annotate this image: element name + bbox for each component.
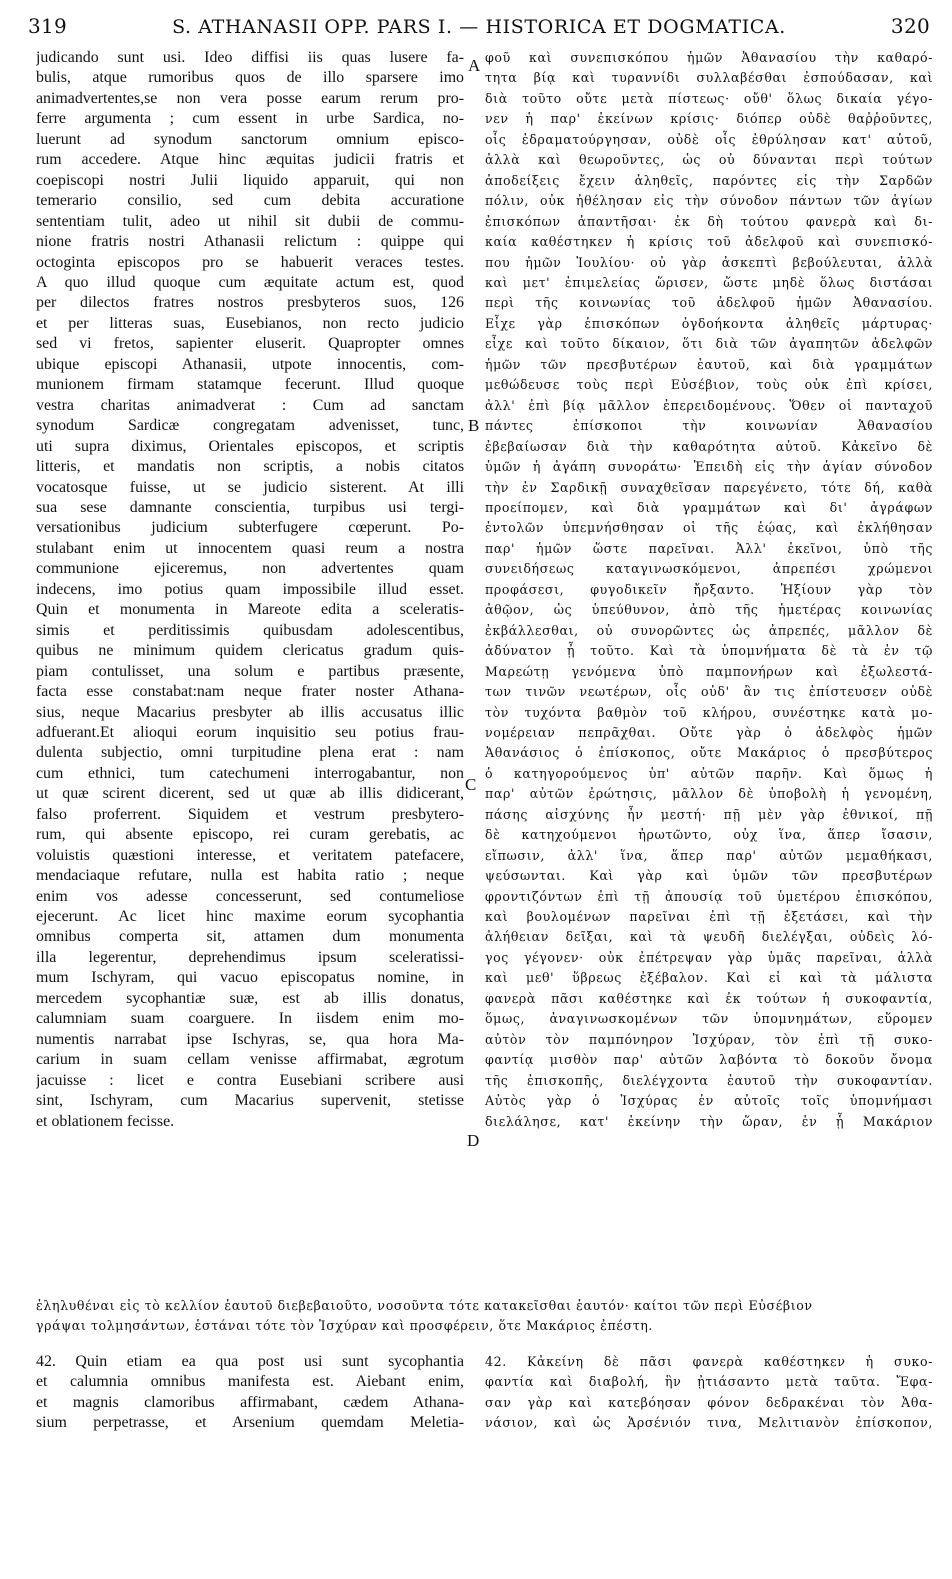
text-line: ὁ κατηγορούμενος ὑπ' αὐτῶν παρῆν. Καὶ ὅμως ἡ bbox=[485, 765, 933, 781]
text-line: διὰ τοῦτο οὔτε μετὰ πίστεως· οὔθ' ὅλως δικαία γέγο- bbox=[485, 90, 933, 106]
text-line: 42. Quin etiam ea qua post usi sunt sycophantia bbox=[36, 1353, 464, 1370]
text-line: πάσης αἰσχύνης ἦν μεστή· πῇ μὲν γὰρ ἐθνικοί, πῇ bbox=[485, 806, 933, 822]
text-line: dulenta subjectio, omni turpitudine plena erat : nam bbox=[36, 744, 464, 762]
text-line: ψεύσωνται. Καὶ γὰρ καὶ ὑμῶν τῶν πρεσβυτέρων bbox=[485, 868, 933, 884]
text-line: ἐκβάλλεσθαι, οὐ συνορῶντες ὡς ἀπρεπές, μᾶλλον δὲ bbox=[485, 622, 933, 638]
text-line: φαντία καὶ διαβολή, ἣν ᾐτιάσαντο μετὰ ταῦτα. Ἔφα- bbox=[485, 1374, 933, 1390]
text-line: sua sese damnante conscientia, turpibus usi tergi- bbox=[36, 498, 464, 516]
text-line: per dilectos fratres nostros presbyteros suos, 126 bbox=[36, 294, 464, 312]
text-line: sententiam tulit, adeo ut nihil sit dubii de commu- bbox=[36, 212, 464, 230]
page-number-right: 320 bbox=[890, 14, 930, 38]
text-line: ἐπισκόπων ἀπαντῆσαι· ἐκ δὴ τούτου φανερὰ καὶ δι- bbox=[485, 213, 933, 229]
text-line: judicando sunt usi. Ideo diffisi iis quas lusere fa- bbox=[36, 49, 464, 66]
text-line: ut quæ scirent dicerent, sed ut quæ ab illis didicerant, bbox=[36, 785, 464, 803]
text-line: γος γέγονεν· οὐκ ἐπέτρεψαν γὰρ ὑμᾶς παρεῖναι, ἀλλὰ bbox=[485, 949, 933, 965]
text-line: temerario consilio, sed cum debita accuratione bbox=[36, 192, 464, 210]
text-line: nione fratris nostri Athanasii relictum : quippe qui bbox=[36, 233, 464, 251]
text-line: synodum Sardicæ congregatam advenisset, tunc, bbox=[36, 417, 464, 435]
text-line: sium perpetrasse, et Arsenium quemdam Meletia- bbox=[36, 1414, 464, 1432]
text-line: versationibus judicium subterfugere cœperunt. Po- bbox=[36, 519, 464, 537]
text-line: uti supra diximus, Orientales episcopos, et scriptis bbox=[36, 437, 464, 455]
text-line: munionem firmam statamque fecerunt. Illud quoque bbox=[36, 376, 464, 394]
text-line: ἀλλ' ἐπὶ βίᾳ μᾶλλον ἐπερειδομένους. Ὅθεν οἱ πανταχοῦ bbox=[485, 397, 933, 413]
text-line: φροντιζόντων ἐπὶ τῇ ἀπουσίᾳ τοῦ ὑμετέρου ἐπισκόπου, bbox=[485, 888, 933, 904]
text-line: συνειδήσεως καταγινωσκόμενοι, ἀπρεπέσι χρώμενοι bbox=[485, 561, 933, 577]
text-line: περὶ τῆς κοινωνίας τοῦ ἀδελφοῦ ἡμῶν Ἀθανασίου. bbox=[485, 295, 933, 311]
text-line: numentis narrabat ipse Ischyras, se, qua hora Ma- bbox=[36, 1030, 464, 1048]
running-title: S. ATHANASII OPP. PARS I. — HISTORICA ET DOGMATICA. bbox=[172, 16, 786, 38]
text-line: sed vi fretos, sapienter eluserit. Quapropter omnes bbox=[36, 335, 464, 353]
text-line: φαντίᾳ μισθὸν παρ' αὐτῶν λαβόντα τὸ δοκοῦν ὄνομα bbox=[485, 1052, 933, 1068]
text-line: καὶ βουλομένων παρεῖναι ἐπὶ τῇ ἐξετάσει, καὶ τὴν bbox=[485, 909, 933, 925]
text-line: διελάλησε, κατ' ἐκείνην τὴν ὥραν, ἐν ᾗ Μακάριον bbox=[485, 1113, 933, 1129]
text-line: εἶχε καὶ τοῦτο δίκαιον, ὅτι διὰ τῶν ἀγαπητῶν ἀδελφῶν bbox=[485, 336, 933, 352]
text-line: νεν ἡ παρ' ἐκείνων κρίσις· διόπερ οὐδὲ θαῤῥοῦντες, bbox=[485, 111, 933, 127]
section-42-greek bbox=[485, 1352, 933, 1434]
text-line: et calumnia omnibus manifesta est. Aiebant enim, bbox=[36, 1373, 464, 1391]
text-line: ἀθῷον, ὡς ὑπεύθυνον, ἀπὸ τῆς ἡμετέρας κοινωνίας bbox=[485, 602, 933, 618]
text-line: δὲ κατηχούμενοι ἠρωτῶντο, οὐχ ἵνα, ἅπερ ἴσασιν, bbox=[485, 827, 933, 843]
text-line: πόλιν, οὐκ ἠθέλησαν εἰς τὴν σύνοδον πάντων τῶν ἁγίων bbox=[485, 193, 933, 209]
text-line: νομέρειαν πεπρᾶχθαι. Οὔτε γὰρ ὁ ἀδελφὸς ἡμῶν bbox=[485, 724, 933, 740]
page-number-left: 319 bbox=[28, 14, 68, 38]
text-line: calumniam suam coarguere. In iisdem enim mo- bbox=[36, 1010, 464, 1028]
text-line: ἀδύνατον ᾖ τοῦτο. Καὶ τὰ ὑπομνήματα δὲ τὰ ἐν τῷ bbox=[485, 643, 933, 659]
latin-column bbox=[36, 48, 464, 1132]
text-line: των τινῶν νεωτέρων, οἷς οὐδ' ἂν τις ἐπίστευσεν οὐδὲ bbox=[485, 684, 933, 700]
text-line: ἐληλυθέναι εἰς τὸ κελλίον ἑαυτοῦ διεβεβαιοῦτο, νοσοῦντα τότε κατακεῖσθαι ἑαυτόν· καίτοι τῶν περὶ Εὐσέβιον bbox=[36, 1298, 813, 1313]
text-line: carium in suam cellam venisse affirmabat, ægrotum bbox=[36, 1051, 464, 1069]
text-line: stulabant enim ut innocentem quasi reum a nostra bbox=[36, 539, 464, 557]
margin-letter-b: B bbox=[468, 416, 480, 435]
text-line: rum, qui absente episcopo, rei curam gerebatis, ac bbox=[36, 826, 464, 844]
text-line: vestra charitas animadverat : Cum ad sanctam bbox=[36, 396, 464, 414]
text-line: simis et perditissimis quibusdam adolescentibus, bbox=[36, 621, 464, 639]
text-line: vocatosque fuisse, ut se judicio sisterent. At illi bbox=[36, 478, 464, 496]
text-line: mercedem sycophantiæ suæ, est ab illis donatus, bbox=[36, 989, 464, 1007]
text-line: ἐβεβαίωσαν διὰ τὴν καθαρότητα αὐτοῦ. Κἀκεῖνο δὲ bbox=[485, 438, 933, 454]
text-line: A quo illud quoque cum æquitate actum est, quod bbox=[36, 273, 464, 291]
text-line: μεθώδευσε τοὺς περὶ Εὐσέβιον, τοὺς οὐκ ἐπὶ κρίσει, bbox=[485, 377, 933, 393]
text-line: enim vos adesse concesserunt, sed contumeliose bbox=[36, 887, 464, 905]
text-line: Ἀθανάσιος ὁ ἐπίσκοπος, οὔτε Μακάριος ὁ πρεσβύτερος bbox=[485, 745, 933, 761]
text-line: καία καθέστηκεν ἡ κρίσις τοῦ ἀδελφοῦ καὶ συνεπισκό- bbox=[485, 234, 933, 250]
text-line: octoginta episcopos pro se habuerit veraces testes. bbox=[36, 253, 464, 271]
text-line: εἴπωσιν, ἀλλ' ἵνα, ἅπερ παρ' αὐτῶν μεμαθήκασι, bbox=[485, 847, 933, 863]
text-line: ἀποδείξεις ἔχειν ἀληθεῖς, παρόντες εἰς τὴν Σαρδῶν bbox=[485, 172, 933, 188]
text-line: omnibus comperta sit, attamen dum monumenta bbox=[36, 928, 464, 946]
greek-column bbox=[485, 48, 933, 1132]
text-line: Αὐτὸς γὰρ ὁ Ἰσχύρας ἐν αὐτοῖς τοῖς ὑπομνήμασι bbox=[485, 1093, 933, 1109]
text-line: illa legerentur, deprehendimus ipsum sceleratissi- bbox=[36, 948, 464, 966]
text-line: προείπομεν, καὶ διὰ γραμμάτων καὶ δι' ἀγράφων bbox=[485, 499, 933, 515]
text-line: αὐτὸν τὸν παμπόνηρον Ἰσχύραν, τὸν ἐπὶ τῇ συκο- bbox=[485, 1031, 933, 1047]
text-line: facta esse constabat:nam neque frater noster Athana- bbox=[36, 683, 464, 701]
text-line: ἀλήθειαν δεῖξαι, καὶ τὰ ψευδῆ διελέγξαι, οὐδεὶς λό- bbox=[485, 929, 933, 945]
text-line: sint, Ischyram, cum Macarius supervenit, stetisse bbox=[36, 1092, 464, 1110]
text-line: bulis, atque rumoribus quos de illo sparsere imo bbox=[36, 69, 464, 87]
text-line: Quin et monumenta in Mareote edita a sceleratis- bbox=[36, 601, 464, 619]
text-line: πάντες ἐπίσκοποι τὴν κοινωνίαν Ἀθανασίου bbox=[485, 418, 933, 434]
text-line: παρ' ἡμῶν ὥστε παρεῖναι. Ἀλλ' ἐκεῖνοι, ὑπὸ τῆς bbox=[485, 540, 933, 556]
section-42-latin bbox=[36, 1352, 464, 1434]
text-line: falso proferrent. Siquidem et vestrum presbytero- bbox=[36, 805, 464, 823]
text-line: et oblationem fecisse. bbox=[36, 1112, 175, 1130]
text-line: που ἡμῶν Ἰουλίου· οὐ γὰρ ἀσκεπτὶ βεβούλευται, ἀλλὰ bbox=[485, 254, 933, 270]
full-width-greek bbox=[36, 1296, 932, 1337]
text-line: cum ethnici, tum catechumeni interrogabantur, non bbox=[36, 764, 464, 782]
text-line: piam contulisset, una solum e partibus præsente, bbox=[36, 662, 464, 680]
text-line: quibus ne minimum quidem clericatus gradum quis- bbox=[36, 642, 464, 660]
text-line: mum Ischyram, qui vacuo episcopatus nomine, in bbox=[36, 969, 464, 987]
text-line: ἀλλὰ καὶ θεωροῦντες, ὡς οὐ δύνανται περὶ τούτων bbox=[485, 152, 933, 168]
margin-letter-d: D bbox=[467, 1131, 480, 1150]
text-line: ubique episcopi Athanasii, utpote innocentis, com- bbox=[36, 355, 464, 373]
text-line: mendaciaque refutare, nulla est habita ratio ; neque bbox=[36, 867, 464, 885]
text-line: οἷς ἐδραματούργησαν, οὐδὲ οἷς ἐθρύλησαν κατ' αὐτοῦ, bbox=[485, 131, 933, 147]
text-line: Εἶχε γὰρ ἐπισκόπων ὀγδοήκοντα ἀληθεῖς μάρτυρας· bbox=[485, 315, 933, 331]
text-line: adfuerant.Et alioqui eorum inquisitio seu potius frau- bbox=[36, 723, 464, 741]
text-line: ejecerunt. Ac licet hinc maxime eorum sycophantia bbox=[36, 908, 464, 926]
text-line: ἡμῶν τῶν πρεσβυτέρων ἑαυτοῦ, καὶ διὰ γραμμάτων bbox=[485, 356, 933, 372]
text-line: communione ejiceremus, non advertentes quam bbox=[36, 560, 464, 578]
text-line: γράψαι τολμησάντων, ἑστάναι τότε τὸν Ἰσχύραν καὶ προσφέρειν, ὅτε Μακάριος ἐπέστη. bbox=[36, 1318, 654, 1334]
text-line: τὸν τυχόντα βαθμὸν τοῦ κλήρου, συνέστηκε κατὰ μο- bbox=[485, 704, 933, 720]
text-line: φοῦ καὶ συνεπισκόπου ἡμῶν Ἀθανασίου τὴν καθαρό- bbox=[485, 50, 933, 65]
text-line: rum accedere. Atque hinc æquitas judicii fratris et bbox=[36, 151, 464, 169]
text-line: σαν γὰρ καὶ κατεβόησαν φόνον δεδρακέναι τὸν Ἀθα- bbox=[485, 1394, 933, 1410]
text-line: 42. Κἀκείνη δὲ πᾶσι φανερὰ καθέστηκεν ἡ συκο- bbox=[485, 1354, 933, 1369]
text-line: voluistis quæstioni interesse, et veritatem patefacere, bbox=[36, 846, 464, 864]
text-line: et magnis clamoribus affirmabant, cædem Athana- bbox=[36, 1393, 464, 1411]
text-line: καὶ μετ' ἐπιμελείας ὥρισεν, ὥστε μηδὲ ὅλως διστάσαι bbox=[485, 274, 933, 290]
text-line: indecens, imo potius quam impossibile illud esset. bbox=[36, 580, 464, 598]
page-header bbox=[28, 14, 930, 46]
text-line: Μαρεώτῃ γενόμενα ὑπὸ παμπονήρων καὶ ἐξωλεστά- bbox=[485, 663, 933, 679]
text-line: καὶ μεθ' ὕβρεως ἐξέβαλον. Καὶ εἰ καὶ τὰ μάλιστα bbox=[485, 970, 933, 986]
text-line: ὑμῶν ἡ ἀγάπη συνοράτω· Ἐπειδὴ εἰς τὴν ἁγίαν σύνοδον bbox=[485, 459, 933, 475]
text-line: sius, neque Macarius presbyter ab illis accusatus illic bbox=[36, 703, 464, 721]
text-line: προφάσεσι, φυγοδικεῖν ἤρξαντο. Ἠξίουν γὰρ τὸν bbox=[485, 581, 933, 597]
margin-letter-a: A bbox=[468, 56, 481, 75]
text-line: τῆς ἐπισκοπῆς, διελέγχοντα ἑαυτοῦ τὴν συκοφαντίαν. bbox=[485, 1072, 933, 1088]
text-line: luerunt ad synodum sanctorum omnium episco- bbox=[36, 130, 464, 148]
text-line: et per litteras suas, Eusebianos, non recto judicio bbox=[36, 314, 464, 332]
text-line: τητα βίᾳ καὶ τυραννίδι συλλαβέσθαι ἐσπούδασαν, καὶ bbox=[485, 70, 933, 86]
text-line: ὅμως, ἀναγινωσκομένων τῶν ὑπομνημάτων, εὕρομεν bbox=[485, 1011, 933, 1027]
text-line: παρ' αὐτῶν ἐρώτησις, μᾶλλον δὲ ὑποβολὴ ἡ γενομένη, bbox=[485, 786, 933, 802]
text-line: ferre argumenta ; cum essent in urbe Sardica, no- bbox=[36, 110, 464, 128]
text-line: νάσιον, καὶ ὡς Ἀρσένιόν τινα, Μελιτιανὸν ἐπίσκοπον, bbox=[485, 1415, 933, 1431]
text-line: φανερὰ πᾶσι καθέστηκε καὶ ἐκ τούτων ἡ συκοφαντία, bbox=[485, 990, 933, 1006]
text-line: animadvertentes,se non vera posse earum rerum pro- bbox=[36, 89, 464, 107]
text-line: jacuisse : licet e contra Eusebiani scribere ausi bbox=[36, 1071, 464, 1089]
text-line: coepiscopi nostri Julii liquido apparuit, qui non bbox=[36, 171, 464, 189]
margin-letter-c: C bbox=[465, 775, 477, 794]
text-line: τὴν ἐν Σαρδικῇ συναχθεῖσαν παρεγένετο, τότε δή, καθὰ bbox=[485, 479, 933, 495]
text-line: litteris, et mandatis non scriptis, a nobis citatos bbox=[36, 458, 464, 476]
text-line: ἐντολῶν ὑπεμνήσθησαν οἱ τῆς ἑῴας, καὶ ἐκλήθησαν bbox=[485, 520, 933, 536]
